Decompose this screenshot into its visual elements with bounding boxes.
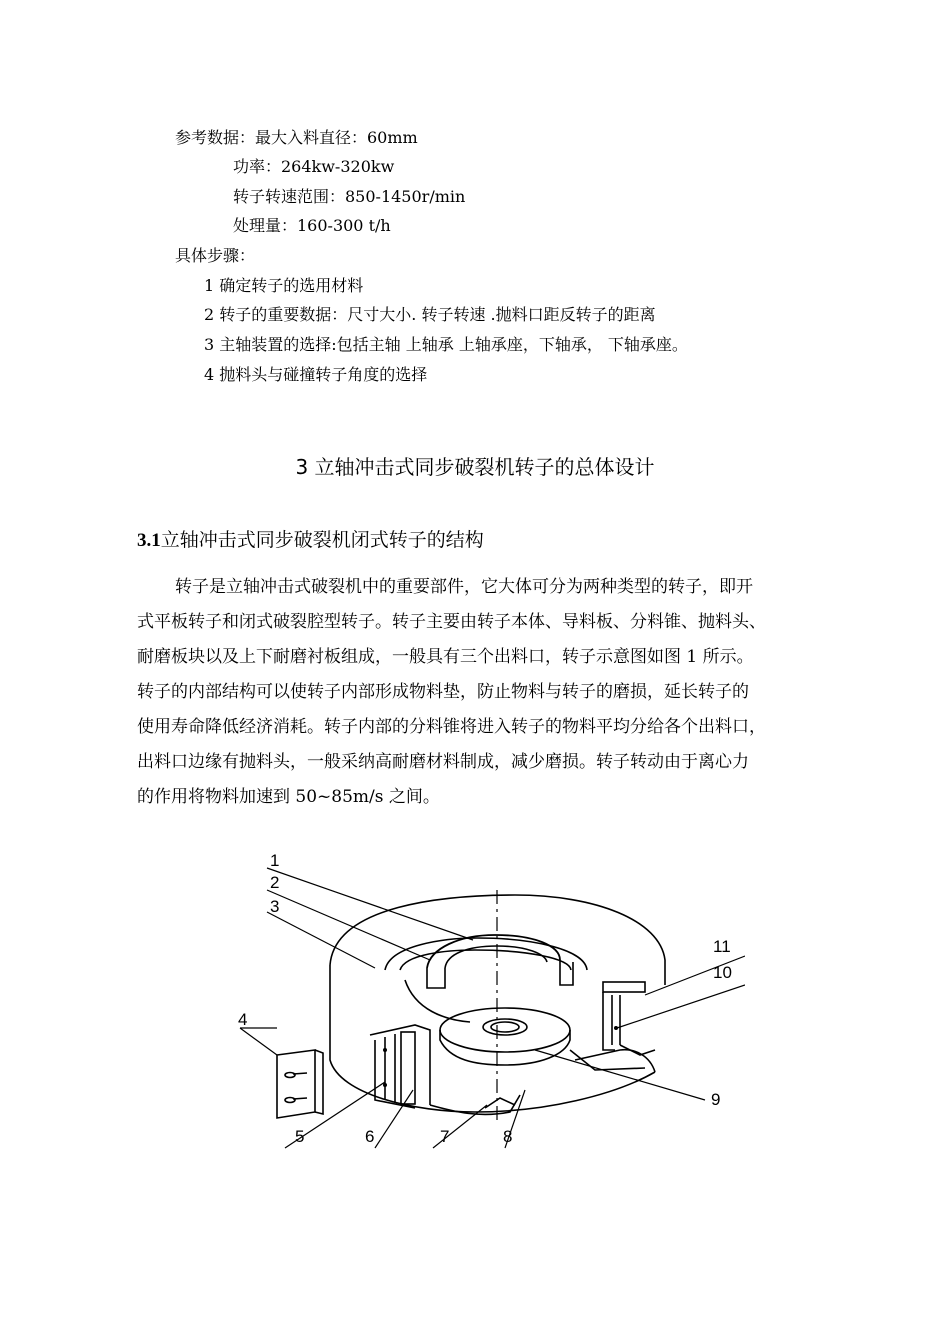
reference-item: 转子转速范围：850-1450r/min — [233, 187, 466, 206]
section-3-heading: 3 立轴冲击式同步破裂机转子的总体设计 — [295, 455, 655, 479]
callout-2: 2 — [270, 873, 280, 892]
callout-1: 1 — [270, 851, 280, 870]
paragraph-line: 式平板转子和闭式破裂腔型转子。转子主要由转子本体、导料板、分料锥、抛料头、 — [137, 612, 766, 632]
section-3-1-heading — [137, 528, 484, 553]
step-item: 3 主轴装置的选择:包括主轴 上轴承 上轴承座，下轴承， 下轴承座。 — [204, 335, 688, 354]
reference-item: 处理量：160-300 t/h — [233, 216, 391, 235]
callout-9: 9 — [711, 1090, 721, 1109]
callout-7: 7 — [440, 1127, 450, 1146]
reference-item: 功率：264kw-320kw — [233, 157, 395, 176]
paragraph-line: 的作用将物料加速到 50~85m/s 之间。 — [137, 787, 440, 807]
callout-6: 6 — [365, 1127, 375, 1146]
reference-label: 参考数据： — [175, 128, 256, 147]
paragraph-line: 出料口边缘有抛料头，一般采纳高耐磨材料制成，减少磨损。转子转动由于离心力 — [137, 752, 749, 772]
step-item: 1 确定转子的选用材料 — [204, 276, 364, 295]
paragraph-line: 使用寿命降低经济消耗。转子内部的分料锥将进入转子的物料平均分给各个出料口， — [137, 717, 766, 737]
section-number: 3.1 — [137, 530, 161, 551]
step-item: 4 抛料头与碰撞转子角度的选择 — [204, 365, 428, 384]
paragraph-line: 转子的内部结构可以使转子内部形成物料垫，防止物料与转子的磨损，延长转子的 — [137, 682, 749, 702]
callout-3: 3 — [270, 897, 280, 916]
callout-4: 4 — [238, 1010, 248, 1029]
body-paragraph — [137, 570, 857, 815]
step-item: 2 转子的重要数据：尺寸大小. 转子转速 .抛料口距反转子的距离 — [204, 305, 656, 324]
callout-10: 10 — [713, 963, 732, 982]
callout-5: 5 — [295, 1127, 305, 1146]
reference-item: 最大入料直径：60mm — [255, 128, 418, 147]
rotor-diagram — [215, 850, 745, 1160]
paragraph-line: 耐磨板块以及上下耐磨衬板组成，一般具有三个出料口，转子示意图如图 1 所示。 — [137, 647, 754, 667]
steps-label: 具体步骤： — [175, 246, 256, 265]
paragraph-line: 转子是立轴冲击式破裂机中的重要部件，它大体可分为两种类型的转子，即开 — [175, 577, 753, 597]
section-title: 立轴冲击式同步破裂机闭式转子的结构 — [160, 529, 484, 551]
callout-8: 8 — [503, 1127, 513, 1146]
callout-11: 11 — [713, 937, 731, 956]
